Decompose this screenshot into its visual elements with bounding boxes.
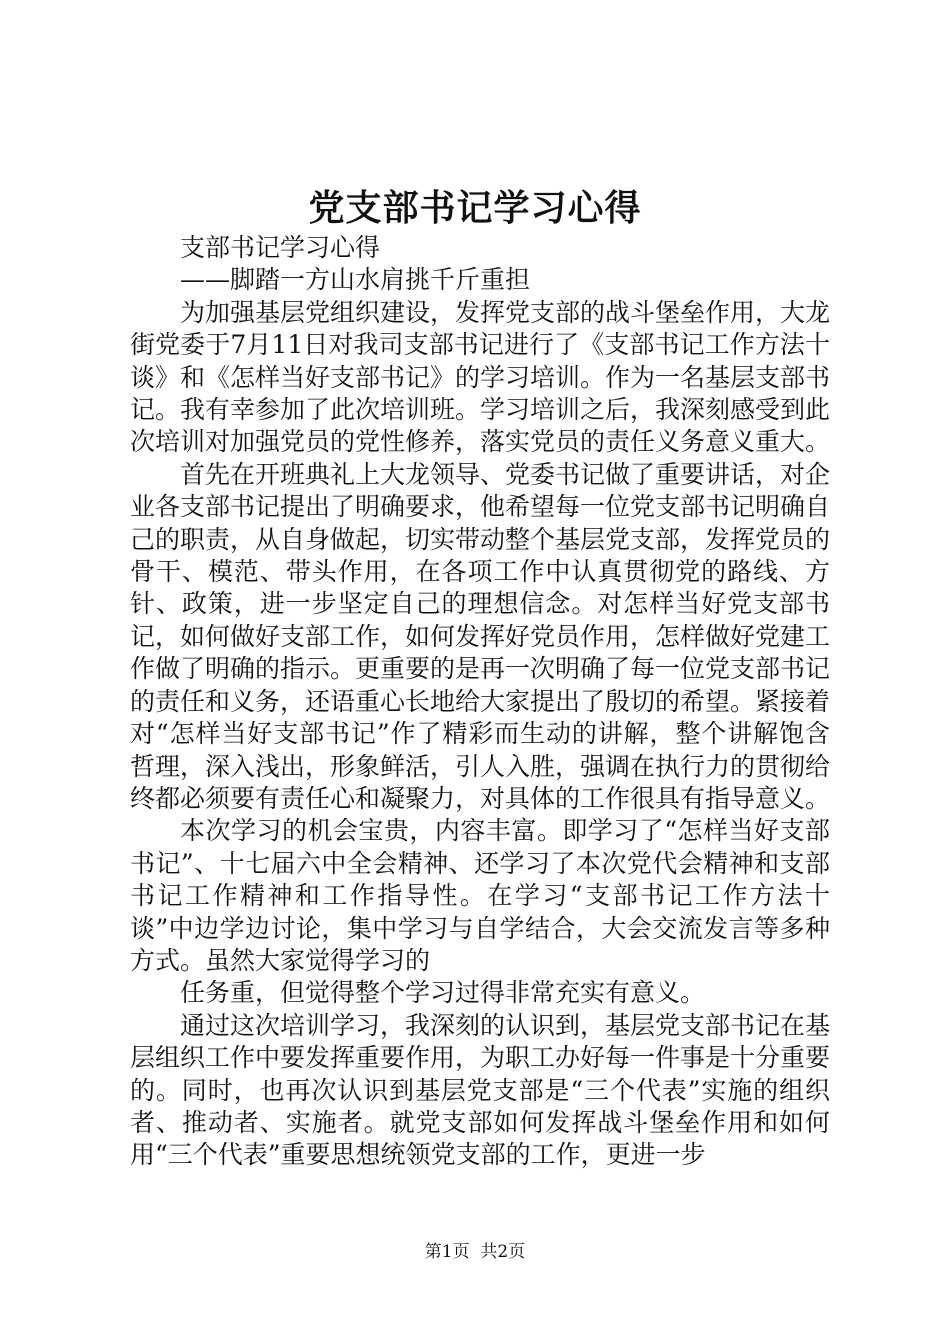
paragraph-4: 通过这次培训学习，我深刻的认识到，基层党支部书记在基层组织工作中要发挥重要作用，为职工办好每一件事是十分重要的。同时，也再次认识到基层党支部是“三个代表”实施的组织者、推动者、实施者。就党支部如何发挥战斗堡垒作用和如何用“三个代表”重要思想统领党支部的工作，更进一步 [130,1010,831,1170]
paragraph-3-continued: 任务重，但觉得整个学习过得非常充实有意义。 [180,978,706,1008]
document-body [130,232,830,1172]
subtitle-line: 支部书记学习心得 [180,233,381,262]
page-total: 共2页 [480,1242,526,1262]
paragraph-3: 本次学习的机会宝贵，内容丰富。即学习了“怎样当好支部书记”、十七届六中全会精神、还学习了本次党代会精神和支部书记工作精神和工作指导性。在学习“支部书记工作方法十谈”中边学边讨论，集中学习与自学结合，大会交流发言等多种方式。虽然大家觉得学习的 [130,816,830,975]
document-title: 党支部书记学习心得 [308,187,642,229]
paragraph-2: 首先在开班典礼上大龙领导、党委书记做了重要讲话，对企业各支部书记提出了明确要求，他希望每一位党支部书记明确自己的职责，从自身做起，切实带动整个基层党支部，发挥党员的骨干、模范、带头作用，在各项工作中认真贯彻党的路线、方针、政策，进一步坚定自己的理想信念。对怎样当好党支部书记，如何做好支部工作，如何发挥好党员作用，怎样做好党建工作做了明确的指示。更重要的是再一次明确了每一位党支部书记的责任和义务，还语重心长地给大家提出了殷切的希望。紧接着对“怎样当好支部书记”作了精彩而生动的讲解，整个讲解饱含哲理，深入浅出，形象鲜活，引人入胜，强调在执行力的贯彻给终都必须要有责任心和凝聚力，对具体的工作很具有指导意义。 [130,459,831,813]
subtitle-tagline: ——脚踏一方山水肩挑千斤重担 [180,265,531,295]
page-footer [0,1240,950,1264]
paragraph-1: 为加强基层党组织建设，发挥党支部的战斗堡垒作用，大龙街党委于7月11日对我司支部书记进行了《支部书记工作方法十谈》和《怎样当好支部书记》的学习培训。作为一名基层支部书记。我有幸参加了此次培训班。学习培训之后，我深刻感受到此次培训对加强党员的党性修养，落实党员的责任义务意义重大。 [130,297,831,457]
page-number: 第1页 [424,1242,470,1262]
